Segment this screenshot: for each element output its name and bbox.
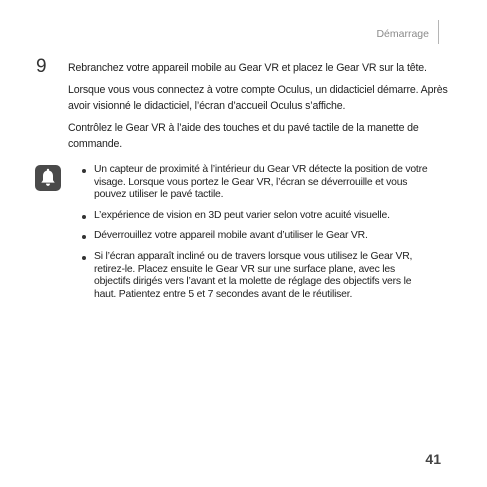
section-title: Démarrage: [376, 28, 429, 40]
step-body: [68, 60, 456, 158]
list-item-text: Un capteur de proximité à l’intérieur du Gear VR détecte la position de votre visage. Lorsque vous portez le Gear VR, l’écran se déverrouille et vous pouvez utiliser le pavé tactile.: [94, 164, 428, 201]
list-item-text: Si l’écran apparaît incliné ou de travers lorsque vous utilisez le Gear VR, retirez-le. Placez ensuite le Gear VR sur une surface plane, avec les objectifs dirigés vers l’avant et la molette de réglage des objectifs vers le haut. Patientez entre 5 et 7 secondes avant de le réutiliser.: [94, 250, 413, 300]
list-item: [80, 230, 430, 243]
step-paragraph: Lorsque vous vous connectez à votre compte Oculus, un didacticiel démarre. Après avoir visionné le didacticiel, l’écran d’accueil Oculus s’affiche.: [68, 84, 448, 112]
bullet-dot: [82, 256, 86, 260]
bell-icon: [35, 165, 61, 191]
step-number: 9: [36, 56, 47, 77]
step-paragraph: Contrôlez le Gear VR à l’aide des touches et du pavé tactile de la manette de commande.: [68, 122, 419, 150]
list-item-text: L’expérience de vision en 3D peut varier selon votre acuité visuelle.: [94, 209, 390, 221]
list-item: [80, 210, 430, 223]
bullet-dot: [82, 169, 86, 173]
page-number: 41: [425, 451, 441, 467]
note-list: [80, 164, 430, 309]
list-item-text: Déverrouillez votre appareil mobile avant d’utiliser le Gear VR.: [94, 230, 368, 242]
list-item: [80, 251, 430, 301]
header-divider: [438, 20, 439, 44]
bullet-dot: [82, 215, 86, 219]
bullet-dot: [82, 235, 86, 239]
list-item: [80, 164, 430, 202]
step-paragraph: Rebranchez votre appareil mobile au Gear VR et placez le Gear VR sur la tête.: [68, 62, 427, 74]
